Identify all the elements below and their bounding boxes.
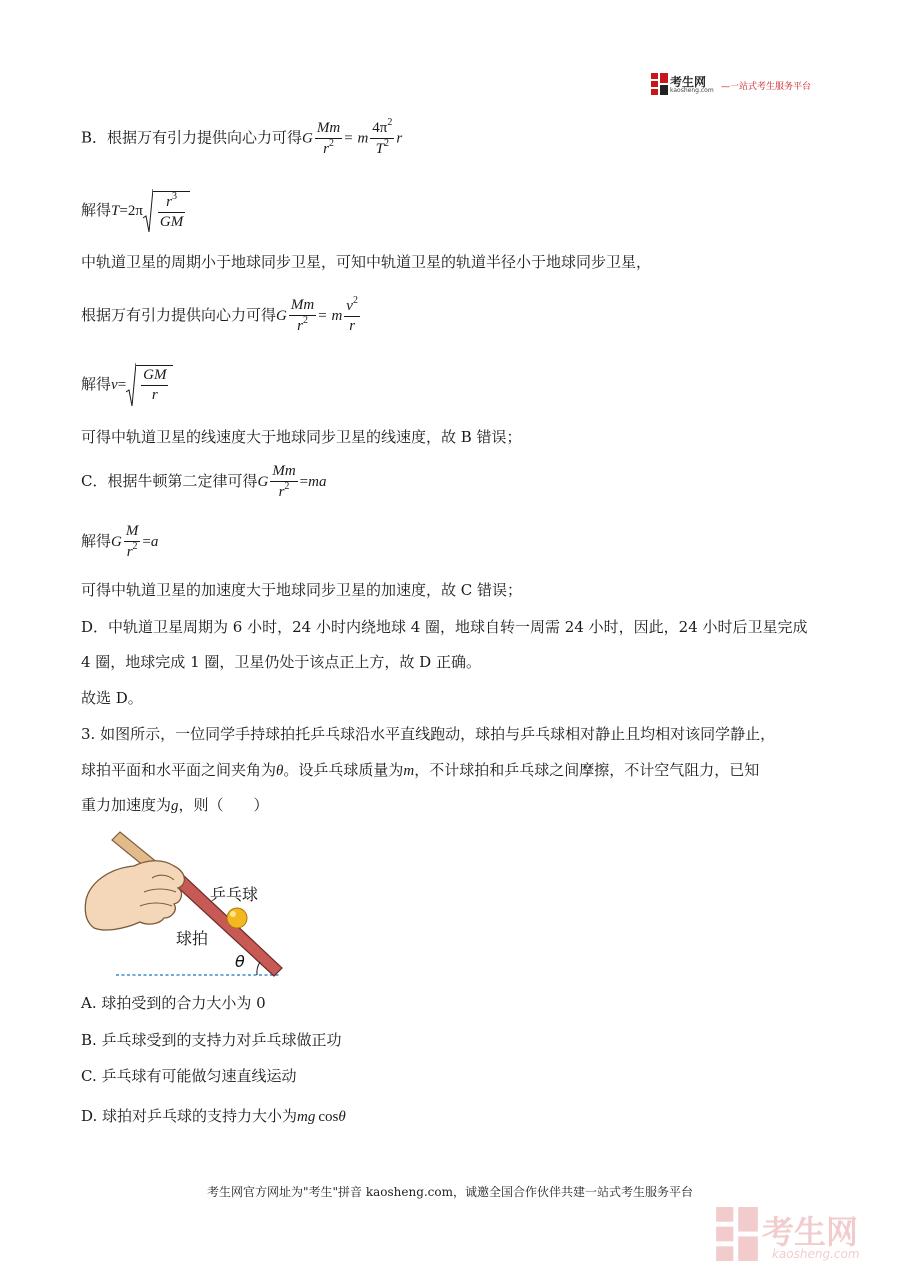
text-period-compare: 中轨道卫星的周期小于地球同步卫星，可知中轨道卫星的轨道半径小于地球同步卫星， xyxy=(81,253,652,271)
site-logo xyxy=(651,73,821,99)
option-a: A. 球拍受到的合力大小为 0 xyxy=(81,994,266,1012)
sqrt-sign-icon xyxy=(126,362,136,408)
text-speed-conclusion: 可得中轨道卫星的线速度大于地球同步卫星的线速度，故 B 错误； xyxy=(81,428,522,446)
c-newton-equation: C．根据牛顿第二定律可得G $\frac{Mm}{r^2}$ =ma xyxy=(81,463,327,500)
hand-paddle-illustration xyxy=(82,826,292,980)
accel-solution: 解得G $\frac{M}{r^2}$ =a xyxy=(81,523,159,560)
paddle-figure xyxy=(82,826,292,980)
sqrt-sign-icon xyxy=(143,188,153,234)
watermark-mark-icon xyxy=(716,1207,758,1261)
b-gravity-equation: B．根据万有引力提供向心力可得G $\frac{Mm}{r^2}$ = m $\frac{4\pi^2}{T^2}$ r xyxy=(81,117,403,157)
watermark-logo xyxy=(716,1207,886,1263)
option-d: D. 球拍对乒乓球的支持力大小为mg cosθ xyxy=(81,1107,346,1125)
logo-domain: kaosheng.com xyxy=(670,87,714,94)
option-b: B. 乒乓球受到的支持力对乒乓球做正功 xyxy=(81,1031,342,1049)
text-d-line1: D．中轨道卫星周期为 6 小时，24 小时内绕地球 4 圈，地球自转一周需 24 小时，因此，24 小时后卫星完成 xyxy=(81,618,808,636)
velocity-solution: 解得v= $\frac{GM}{r}$ xyxy=(81,362,173,408)
footer-text: 考生网官方网址为"考生"拼音 kaosheng.com，诚邀全国合作伙伴共建一站式考生服务平台 xyxy=(206,1185,694,1199)
logo-slogan: —一站式考生服务平台 xyxy=(721,82,812,92)
text-answer: 故选 D。 xyxy=(81,689,143,707)
question-3-line3: 重力加速度为g，则（ ） xyxy=(81,796,269,814)
text-accel-conclusion: 可得中轨道卫星的加速度大于地球同步卫星的加速度，故 C 错误； xyxy=(81,581,523,599)
period-solution: 解得T=2π $\frac{r^3}{GM}$ xyxy=(81,188,190,234)
option-c: C. 乒乓球有可能做匀速直线运动 xyxy=(81,1067,297,1085)
velocity-gravity-equation: 根据万有引力提供向心力可得G $\frac{Mm}{r^2}$ = m $\frac{v^2}{r}$ xyxy=(81,295,358,334)
question-3-line2: 球拍平面和水平面之间夹角为θ。设乒乓球质量为m，不计球拍和乒乓球之间摩擦，不计空气阻力，已知 xyxy=(81,761,760,779)
text-d-line2: 4 圈，地球完成 1 圈，卫星仍处于该点正上方，故 D 正确。 xyxy=(81,653,481,671)
question-3-line1: 3. 如图所示，一位同学手持球拍托乒乓球沿水平直线跑动，球拍与乒乓球相对静止且均相对该同学静止， xyxy=(81,725,776,743)
label-paddle: 球拍 xyxy=(176,929,209,948)
label-angle-theta: θ xyxy=(235,952,245,971)
logo-mark-icon xyxy=(651,73,668,95)
logo-name: 考生网 xyxy=(670,75,707,89)
label-ping-pong-ball: 乒乓球 xyxy=(210,885,259,904)
watermark-name: 考生网 xyxy=(762,1213,859,1251)
watermark-domain: kaosheng.com xyxy=(772,1247,860,1261)
